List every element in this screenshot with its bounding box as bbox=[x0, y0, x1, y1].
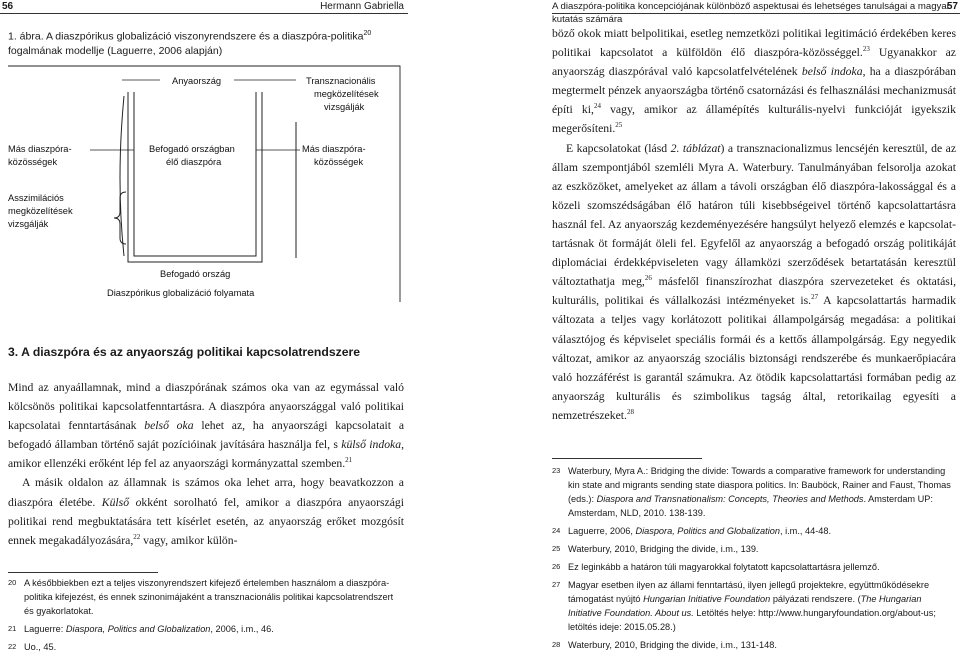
diaspora-diagram bbox=[0, 0, 408, 310]
diagram-process: Diaszpórikus globalizáció folyamata bbox=[107, 288, 255, 298]
diagram-host-diaspora-2: élő diaszpóra bbox=[166, 157, 222, 167]
diagram-assimilation-1: Asszimilációs bbox=[8, 193, 64, 203]
host-frame-outer bbox=[128, 92, 262, 262]
right-footnotes bbox=[552, 464, 956, 656]
figure-caption-line2: fogalmának modellje (Laguerre, 2006 alapján) bbox=[8, 45, 223, 57]
left-paragraph-2: A másik oldalon az államnak is számos oka lehet arra, hogy beavatkozzon a diaszpóra életébe. Külső okként sorolható fel, amikor a diaszpóra anyaországi politikai rend megbuktatására tett kísérlet esetén, az anyaország erőket mozgósít ennek megakadályozására,$^{22}$ vagy, amikor külön- bbox=[8, 476, 404, 547]
diagram-transnational-3: vizsgálják bbox=[324, 102, 365, 112]
diagram-other-right-1: Más diaszpóra- bbox=[302, 144, 366, 154]
left-paragraph-1: Mind az anyaállamnak, mind a diaszpórának számos oka van az egymással való kölcsönös politikai kapcsolatfenntartásra. A diaszpóra anyaországgal való politikai kapcsolatai fenntartásának belső oka lehet az, ha anyaországi kapcsolatait a befogadó államban történő saját pozícióinak javítására használja fel, s külső indoka, amikor ellenzéki erőként lép fel az anyaországi kormányzattal szemben.$^{21}$ bbox=[8, 381, 405, 471]
diagram-transnational-1: Transznacionális bbox=[306, 76, 376, 86]
right-paragraph-1: böző okok miatt belpolitikai, esetleg nemzetközi politikai legitimáció érdekében keres politikai kapcsolatot a külföldön élő diaszpóra-közösséggel.$^{23}$ Ugyanakkor az anyaország diaszpórával való kapcsolatfelvételének belső indoka, ha a diaszpórában megtermelt pénzek anyaországba történő csatornázási és felhasználási mechanizmusát építi ki,$^{24}$ vagy, amikor az államépítés kulturális-nyelvi funkcióját igyekszik megerősíteni.$^{25}$ bbox=[552, 27, 957, 136]
diagram-other-right-2: közösségek bbox=[314, 157, 364, 167]
figure-caption-footnote-ref: 20 bbox=[363, 30, 372, 37]
footnote-24: 24 Laguerre, 2006, Diaspora, Politics and Globalization, i.m., 44-48. bbox=[552, 526, 832, 536]
right-footnote-rule bbox=[552, 458, 702, 459]
figure-caption-line1: 1. ábra. A diaszpórikus globalizáció viszonyrendszere és a diaszpóra-politika bbox=[8, 30, 364, 43]
right-running-header bbox=[552, 0, 960, 25]
right-paragraph-2: E kapcsolatokat (lásd 2. táblázat) a transznacionalizmus lencséjén keresztül, de az állam szempontjából szemléli Myra A. Waterbury. Tanulmányában felsorolja azokat az eszközöket, amelyeket az állam a távoli országban élő diaszpóra-lakossággal és a közeli szomszédságában élő határon túli kisebbségeivel történő kapcsolattartásra használ fel. Az anyaország kezdeményezésére hangsúlyt helyező elemzés e kapcsolattartásnak öt formáját öleli fel. Egyfelől az anyaország a befogadó ország politikáját diplomáciai érdekképviseleten vagy államközi szerződések betartatásán keresztül változtathatja meg,$^{26}$ másfelől finanszírozhat diaszpóra szervezeteket és oktatási, kulturális, politikai és vállalkozási intézményeket is.$^{27}$ A kapcsolattartás harmadik változata a teljes vagy korlátozott politikai állampolgárság megadása: a politikai választójog és képviselet speciális formái és a kettős állampolgárság. Egy negyedik változat, amikor az anyaország szociális biztonsági rendszerébe és munkaerőpiacára való hozzáférést is garantál számukra. Az ötödik kapcsolattartási formában pedig az anyaország kulturális és szimbolikus tagság által, retorikailag egyesíti a nemzetrészeket.$^{28}$ bbox=[552, 141, 957, 422]
footnote-23: 23 Waterbury, Myra A.: Bridging the divide: Towards a comparative framework for understanding kin state and migrants sending state diaspora politics. In: Bauböck, Rainer and Faust, Thomas (eds.): Diaspora and Transnationalism: Concepts, Theories and Methods. Amsterdam UP: Amsterdam, NLD, 2010. 138-139. bbox=[552, 466, 951, 518]
right-body-text bbox=[552, 24, 956, 425]
section-title: 3. A diaszpóra és az anyaország politikai kapcsolatrendszere bbox=[8, 345, 360, 359]
footnote-21: 21 Laguerre: Diaspora, Politics and Globalization, 2006, i.m., 46. bbox=[8, 624, 274, 634]
assimilation-line bbox=[120, 96, 124, 256]
footnote-22: 22 Uo., 45. bbox=[8, 642, 57, 652]
diagram-assimilation-3: vizsgálják bbox=[8, 219, 49, 229]
diagram-host-diaspora-1: Befogadó országban bbox=[149, 144, 235, 154]
diagram-host-country: Befogadó ország bbox=[160, 269, 231, 279]
diagram-assimilation-2: megközelítések bbox=[8, 206, 73, 216]
right-page bbox=[552, 0, 960, 659]
brace-left bbox=[114, 192, 126, 244]
footnote-26: 26 Ez leginkább a határon túli magyarokkal folytatott kapcsolattartásra jellemző. bbox=[552, 562, 880, 572]
footnote-27: 27 Magyar esetben ilyen az állami fenntartású, ilyen jellegű projektekre, együttműködésekre támogatást nyújtó Hungarian Initiative Foundation pályázati rendszere. (The Hungarian Initiative Foundation. About us. Letöltés helye: http://www.hungaryfoundation.org/about-us; letöltés ideje: 2015.05.28.) bbox=[552, 580, 936, 632]
footnote-25: 25 Waterbury, 2010, Bridging the divide, i.m., 139. bbox=[552, 544, 759, 554]
footnote-20: 20 A későbbiekben ezt a teljes viszonyrendszert kifejező értelemben használom a diaszpóra-politika kifejezést, és ennek szinonimájaként a transznacionális politikai kapcsolatrendszert és gyakorlatokat. bbox=[8, 578, 394, 616]
diagram-other-left-1: Más diaszpóra- bbox=[8, 144, 72, 154]
footnote-28: 28 Waterbury, 2010, Bridging the divide, i.m., 131-148. bbox=[552, 640, 777, 650]
diagram-other-left-2: közösségek bbox=[8, 157, 58, 167]
left-footnote-rule bbox=[8, 572, 158, 573]
host-frame-inner bbox=[134, 92, 256, 256]
diagram-homeland: Anyaország bbox=[172, 76, 222, 86]
left-page-number: 56 bbox=[2, 1, 14, 12]
left-page bbox=[0, 0, 408, 659]
left-body-text bbox=[8, 378, 404, 550]
left-running-head: Hermann Gabriella bbox=[320, 1, 404, 12]
left-footnotes bbox=[8, 576, 404, 658]
diagram-transnational-2: megközelítések bbox=[314, 89, 379, 99]
right-running-head: A diaszpóra-politika koncepciójának különböző aspektusai és lehetséges tanulságai a magyar kutatás számára bbox=[552, 1, 950, 25]
right-page-number: 57 bbox=[946, 1, 958, 12]
